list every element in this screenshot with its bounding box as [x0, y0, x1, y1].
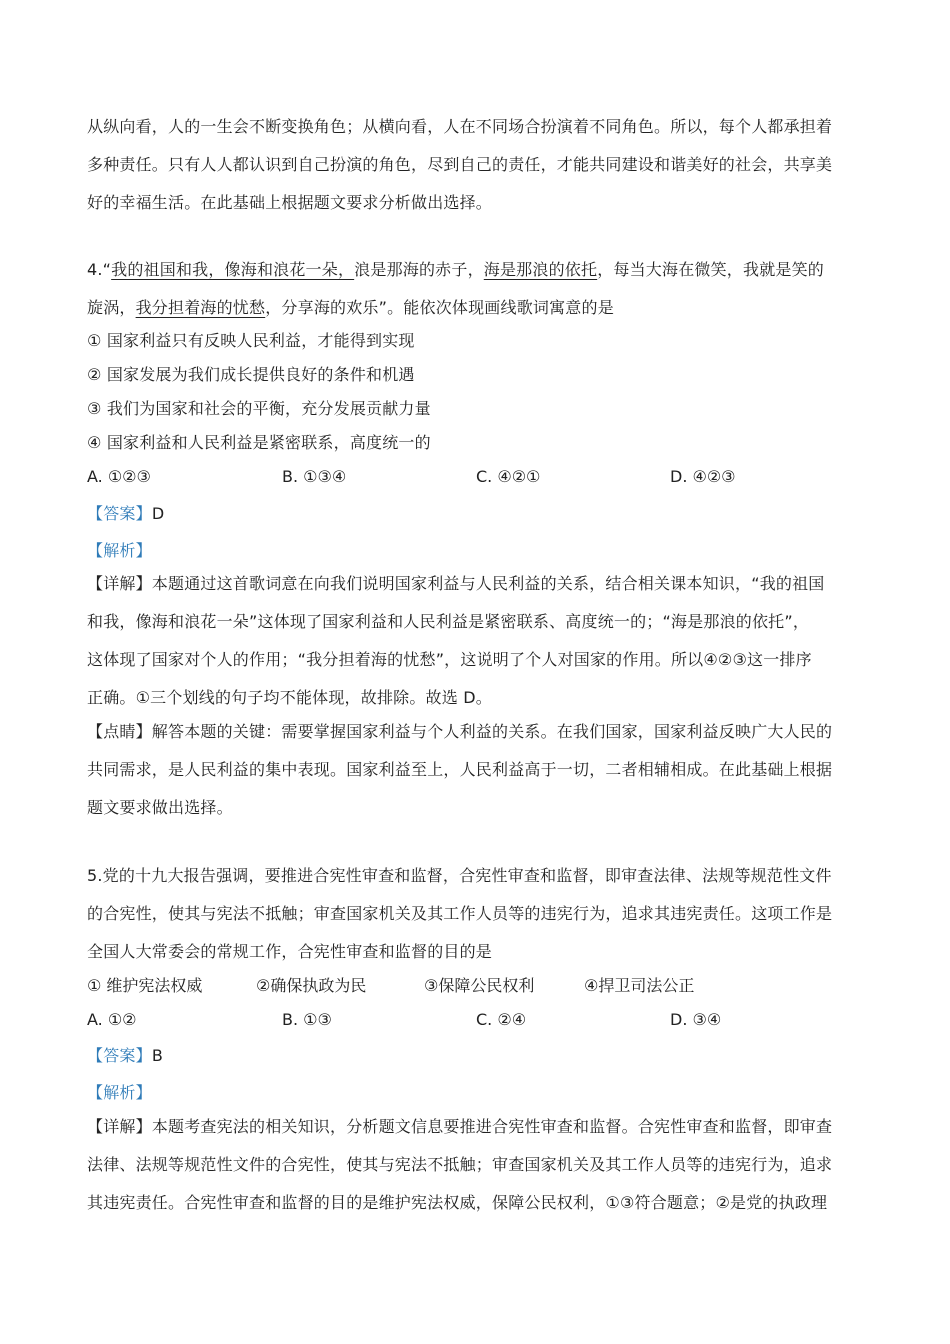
q5-option-d: D. ③④	[670, 1010, 722, 1029]
q4-stem-line-2	[87, 298, 614, 318]
q4-answer-tag: 【答案】	[87, 504, 152, 523]
intro-line-1: 从纵向看，人的一生会不断变换角色；从横向看，人在不同场合扮演着不同角色。所以，每个人都承担着	[87, 117, 833, 136]
q4-stem-text: ，分享海的欢乐”。能依次体现画线歌词寓意的是	[265, 298, 614, 317]
q5-item-3: ③保障公民权利	[424, 976, 535, 995]
q4-option-c: C. ④②①	[476, 467, 541, 486]
q4-underlined-lyric-1: 我的祖国和我，像海和浪花一朵，	[111, 260, 355, 279]
q5-detail-line-1: 【详解】本题考查宪法的相关知识，分析题文信息要推进合宪性审查和监督。合宪性审查和监督，即审查	[87, 1117, 833, 1136]
q4-comment-line-3: 题文要求做出选择。	[87, 798, 233, 817]
q4-underlined-lyric-2: 海是那浪的依托	[483, 260, 598, 279]
q4-analysis-tag: 【解析】	[87, 541, 152, 560]
q4-stem-text: 4.“	[87, 260, 112, 279]
q4-stem-text: 浪是那海的赤子，	[354, 260, 484, 279]
intro-line-2: 多种责任。只有人人都认识到自己扮演的角色，尽到自己的责任，才能共同建设和谐美好的社会，共享美	[87, 155, 833, 174]
q5-stem-line-1: 5.党的十九大报告强调，要推进合宪性审查和监督，合宪性审查和监督，即审查法律、法规等规范性文件	[87, 866, 832, 885]
q5-stem-line-2: 的合宪性，使其与宪法不抵触；审查国家机关及其工作人员等的违宪行为，追求其违宪责任。这项工作是	[87, 904, 833, 923]
q5-item-2: ②确保执政为民	[256, 976, 367, 995]
q4-item-2: ② 国家发展为我们成长提供良好的条件和机遇	[87, 365, 415, 384]
q5-stem-line-3: 全国人大常委会的常规工作，合宪性审查和监督的目的是	[87, 942, 493, 961]
q4-detail-line-1: 【详解】本题通过这首歌词意在向我们说明国家利益与人民利益的关系，结合相关课本知识，“我的祖国	[87, 574, 825, 593]
q4-item-4: ④ 国家利益和人民利益是紧密联系，高度统一的	[87, 433, 431, 452]
q4-comment-line-2: 共同需求，是人民利益的集中表现。国家利益至上，人民利益高于一切，二者相辅相成。在此基础上根据	[87, 760, 833, 779]
q4-option-b: B. ①③④	[282, 467, 347, 486]
q4-stem-text: 旋涡，	[87, 298, 136, 317]
q5-answer-line	[87, 1046, 163, 1066]
q4-answer-value: D	[151, 504, 165, 523]
q4-answer-line	[87, 504, 164, 524]
q4-detail-line-2: 和我，像海和浪花一朵”这体现了国家利益和人民利益是紧密联系、高度统一的；“海是那浪的依托”，	[87, 612, 810, 631]
q4-item-3: ③ 我们为国家和社会的平衡，充分发展贡献力量	[87, 399, 431, 418]
q4-detail-line-4: 正确。①三个划线的句子均不能体现，故排除。故选 D。	[87, 688, 492, 707]
q5-option-b: B. ①③	[282, 1010, 332, 1029]
q4-comment-line-1: 【点睛】解答本题的关键：需要掌握国家利益与个人利益的关系。在我们国家，国家利益反映广大人民的	[87, 722, 833, 741]
q5-analysis-tag: 【解析】	[87, 1083, 152, 1102]
q5-detail-line-3: 其违宪责任。合宪性审查和监督的目的是维护宪法权威，保障公民权利，①③符合题意；②是党的执政理	[87, 1193, 828, 1212]
intro-line-3: 好的幸福生活。在此基础上根据题文要求分析做出选择。	[87, 193, 493, 212]
q5-detail-line-2: 法律、法规等规范性文件的合宪性，使其与宪法不抵触；审查国家机关及其工作人员等的违宪行为，追求	[87, 1155, 833, 1174]
q5-item-1: ① 维护宪法权威	[87, 976, 203, 995]
q4-underlined-lyric-3: 我分担着海的忧愁	[135, 298, 266, 317]
q4-detail-line-3: 这体现了国家对个人的作用；“我分担着海的忧愁”，这说明了个人对国家的作用。所以④②③这一排序	[87, 650, 812, 669]
q4-stem-text: ，每当大海在微笑，我就是笑的	[597, 260, 824, 279]
q5-option-c: C. ②④	[476, 1010, 527, 1029]
q5-item-4: ④捍卫司法公正	[584, 976, 695, 995]
q4-option-d: D. ④②③	[670, 467, 736, 486]
q4-stem-line-1	[87, 260, 824, 280]
q4-option-a: A. ①②③	[87, 467, 151, 486]
q5-option-a: A. ①②	[87, 1010, 137, 1029]
q5-answer-value: B	[151, 1046, 163, 1065]
q4-item-1: ① 国家利益只有反映人民利益，才能得到实现	[87, 331, 415, 350]
q5-answer-tag: 【答案】	[87, 1046, 152, 1065]
